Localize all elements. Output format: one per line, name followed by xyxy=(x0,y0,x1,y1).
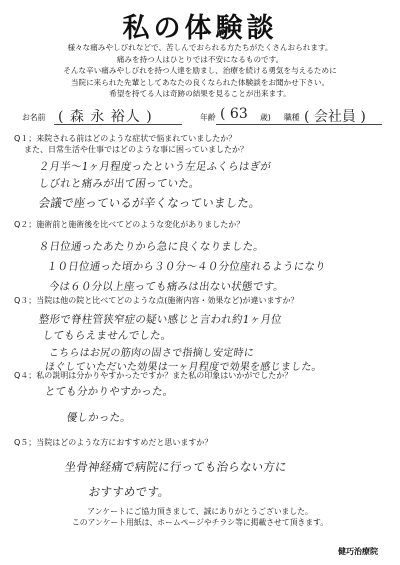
answer-line: ２月半～1ヶ月程度ったという左足ふくらはぎが xyxy=(37,160,273,173)
question-1 xyxy=(14,133,248,155)
name-underline xyxy=(54,124,182,125)
answer-line: １０日位通った頃から３０分～４０分位座れるようになり xyxy=(45,260,327,273)
answer-line: ８日位通ったあたりから急に良くなりました。 xyxy=(37,240,266,253)
footer-line: このアンケート用紙は、ホームページやチラシ等に掲載させて頂きます。 xyxy=(71,518,329,527)
intro-line: そんな辛い痛みやしびれを持つ人達を励まし、治療を続ける勇気を与えるために xyxy=(63,66,337,75)
intro-text xyxy=(0,42,400,100)
answer-line: こちらはお尻の筋肉の固さで指摘し安定時に xyxy=(48,347,255,359)
question-subtext: また、日常生活や仕事ではどのような事に困っていましたか？ xyxy=(24,145,248,154)
question-2 xyxy=(14,219,244,230)
question-text: Q４；私の説明は分かりやすかったですか？また私の印象はいかがでしたか？ xyxy=(14,371,293,380)
age-value: ( 63 xyxy=(220,106,248,122)
intro-line: 痛みを持つ人はひとりでは不安になるものです。 xyxy=(116,54,284,64)
footer-line: アンケートにご協力頂きまして、誠にありがとうございました。 xyxy=(87,507,313,516)
answer-line: 会議で座っているが辛くなっていました。 xyxy=(37,196,262,210)
answer-line: しびれと痛みが出て困っていた。 xyxy=(37,177,201,190)
intro-line: 希望を持てる人は奇跡の結果を見ることが出来ます。 xyxy=(109,89,291,98)
answer-line: とても分かりやすかった。 xyxy=(43,385,175,398)
intro-line: 様々な痛みやしびれなどで、苦しんでおられる方たちがたくさんおられます。 xyxy=(67,43,333,52)
question-5 xyxy=(14,437,212,448)
answer-line: 優しかった。 xyxy=(65,411,133,424)
answer-line: してもらえませんでした。 xyxy=(41,329,173,342)
question-text: Q３；当院は他の院と比べてどのような点(施術内容・効果など)が違いますか？ xyxy=(14,296,299,305)
question-text: Q１；来院される前はどのような症状で悩まれていましたか？ xyxy=(14,134,237,143)
answer-line: 整形で脊柱管狭窄症の疑い感じと言われ約1ヶ月位 xyxy=(37,313,283,326)
question-text: Q２；施術前と施術後を比べてどのような変化がありましたか？ xyxy=(14,220,245,229)
question-4 xyxy=(14,370,292,381)
answer-line: 坐骨神経痛で病院に行っても治らない方に xyxy=(63,460,288,474)
job-label: 職種 xyxy=(284,113,300,122)
footer-text xyxy=(20,506,380,528)
age-label: 年齢 xyxy=(200,113,216,122)
answer-line: 今は６０分以上座っても痛みは出ない状態です。 xyxy=(47,280,286,293)
clinic-name: 健巧治療院 xyxy=(338,547,378,556)
age-suffix: 歳) xyxy=(260,113,271,122)
age-job-underline xyxy=(216,124,382,125)
answer-line: おすすめです。 xyxy=(87,485,171,499)
profile-row xyxy=(22,106,392,128)
answer-line: ほぐしていただいた効果は一ヶ月程度で効果を感じました。 xyxy=(44,361,323,373)
name-label: お名前 xyxy=(22,113,46,122)
name-value: ( 森 永 裕人 ) xyxy=(58,109,153,125)
intro-line: 当院に来られた先輩としてあなたの良くなられた体験談をお聞かせ下さい。 xyxy=(70,77,330,87)
job-value: ( 会社員 ) xyxy=(304,109,366,125)
question-3 xyxy=(14,295,299,306)
question-text: Q５；当院はどのような方におすすめだと思いますか？ xyxy=(14,438,213,447)
page-title: 私の体験談 xyxy=(122,13,278,44)
